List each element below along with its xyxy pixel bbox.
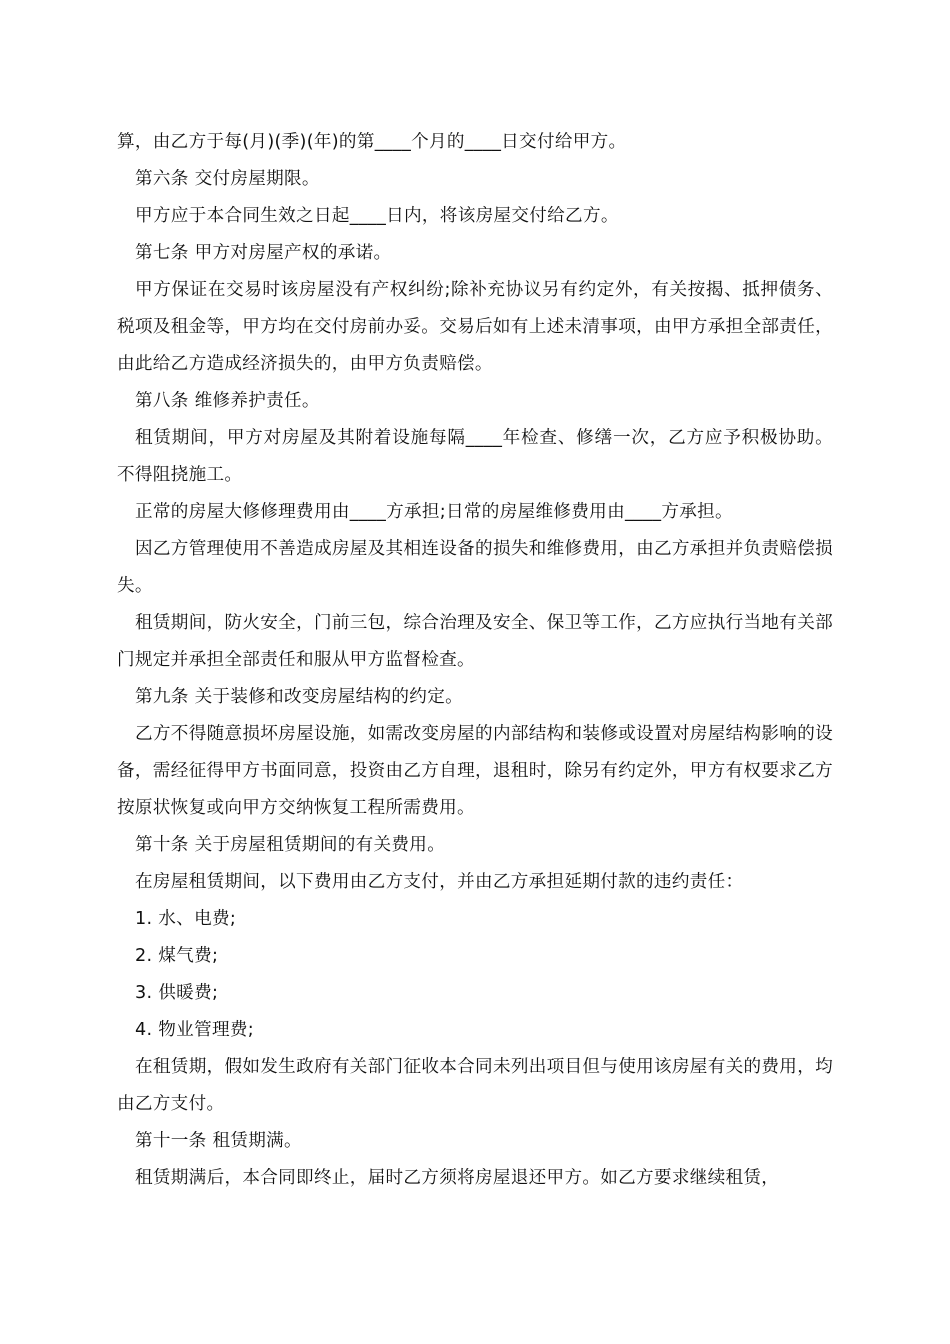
paragraph-renovation: 乙方不得随意损坏房屋设施，如需改变房屋的内部结构和装修或设置对房屋结构影响的设备，需经征得甲方书面同意，投资由乙方自理，退租时，除另有约定外，甲方有权要求乙方按原状恢复或向甲方交纳恢复工程所需费用。 — [117, 724, 833, 818]
paragraph-fees-intro: 在房屋租赁期间，以下费用由乙方支付，并由乙方承担延期付款的违约责任： — [135, 872, 744, 892]
list-item: 1. 水、电费; — [135, 909, 237, 929]
list-item: 2. 煤气费; — [135, 946, 219, 966]
paragraph-other-fees: 在租赁期，假如发生政府有关部门征收本合同未列出项目但与使用该房屋有关的费用，均由乙方支付。 — [117, 1057, 833, 1114]
document-page — [117, 124, 833, 1197]
paragraph-damage-liability: 因乙方管理使用不善造成房屋及其相连设备的损失和维修费用，由乙方承担并负责赔偿损失。 — [117, 539, 833, 596]
paragraph-safety-duties: 租赁期间，防火安全，门前三包，综合治理及安全、保卫等工作，乙方应执行当地有关部门规定并承担全部责任和服从甲方监督检查。 — [117, 613, 833, 670]
article-heading-11: 第十一条 租赁期满。 — [135, 1131, 302, 1151]
article-heading-6: 第六条 交付房屋期限。 — [135, 169, 320, 189]
article-heading-8: 第八条 维修养护责任。 — [135, 391, 320, 411]
paragraph-repair-costs: 正常的房屋大修修理费用由____方承担;日常的房屋维修费用由____方承担。 — [135, 502, 733, 522]
article-heading-10: 第十条 关于房屋租赁期间的有关费用。 — [135, 835, 446, 855]
paragraph-inspection: 租赁期间，甲方对房屋及其附着设施每隔____年检查、修缮一次，乙方应予积极协助。不得阻挠施工。 — [117, 428, 833, 485]
paragraph-lease-expiry: 租赁期满后，本合同即终止，届时乙方须将房屋退还甲方。如乙方要求继续租赁， — [135, 1168, 780, 1188]
article-heading-9: 第九条 关于装修和改变房屋结构的约定。 — [135, 687, 463, 707]
article-heading-7: 第七条 甲方对房屋产权的承诺。 — [135, 243, 392, 263]
list-item: 3. 供暖费; — [135, 983, 219, 1003]
paragraph-title-guarantee: 甲方保证在交易时该房屋没有产权纠纷;除补充协议另有约定外，有关按揭、抵押债务、税项及租金等，甲方均在交付房前办妥。交易后如有上述未清事项，由甲方承担全部责任，由此给乙方造成经济损失的，由甲方负责赔偿。 — [117, 280, 833, 374]
paragraph-delivery-term: 甲方应于本合同生效之日起____日内，将该房屋交付给乙方。 — [135, 206, 619, 226]
paragraph-continuation: 算，由乙方于每(月)(季)(年)的第____个月的____日交付给甲方。 — [117, 132, 627, 152]
list-item: 4. 物业管理费; — [135, 1020, 254, 1040]
